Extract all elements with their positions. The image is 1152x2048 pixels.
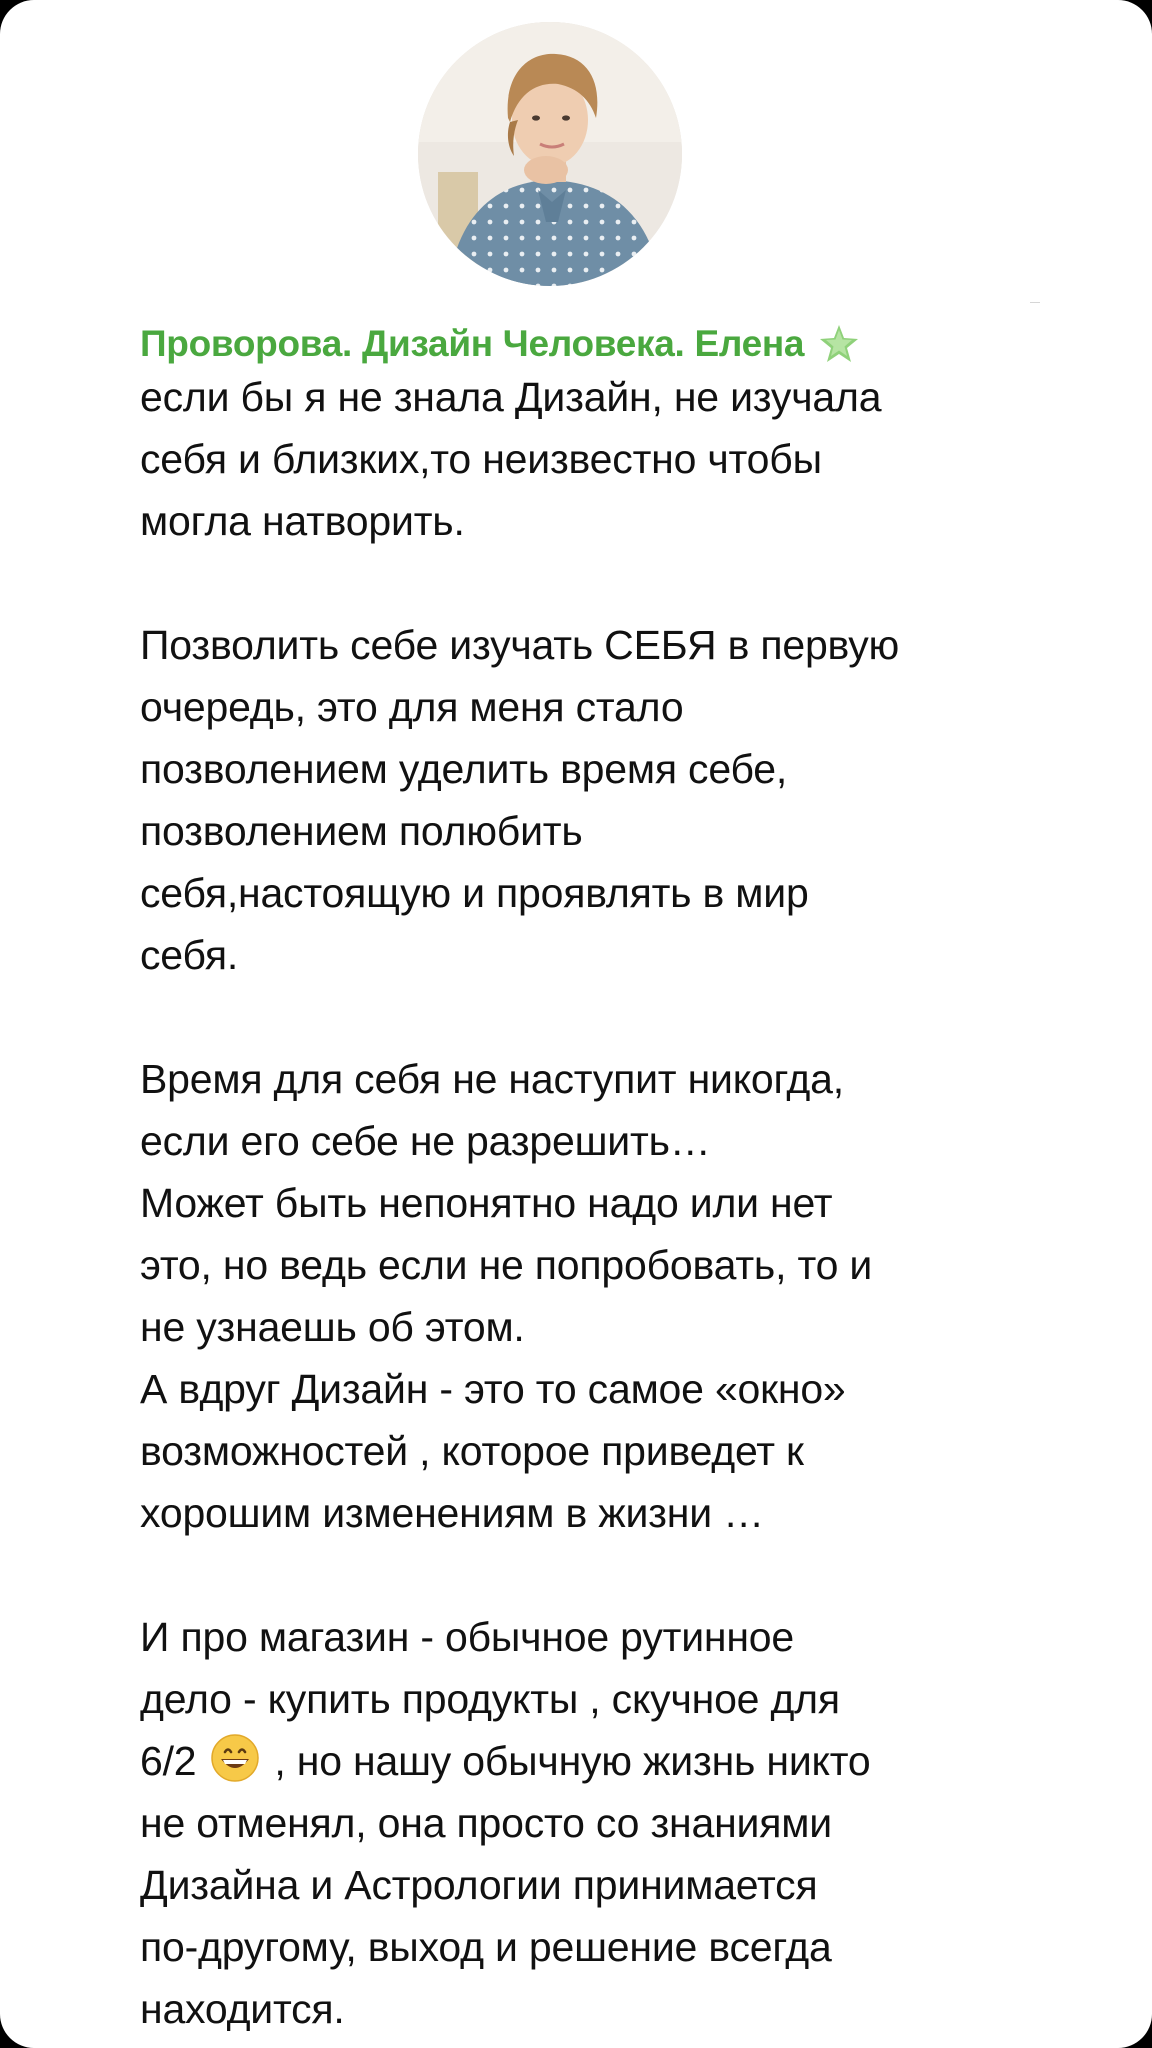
paragraph-gap: [140, 986, 1040, 1048]
message-bubble: [140, 318, 1040, 2040]
message-line: Дизайна и Астрологии принимается: [140, 1862, 818, 1908]
message-line: возможностей , которое приведет к: [140, 1428, 804, 1474]
message-line: очередь, это для меня стало: [140, 684, 684, 730]
message-line: себя.: [140, 932, 239, 978]
sender-avatar[interactable]: [418, 22, 682, 286]
paragraph-gap: [140, 1544, 1040, 1606]
message-line: себя,настоящую и проявлять в мир: [140, 870, 809, 916]
message-line: это, но ведь если не попробовать, то и: [140, 1242, 873, 1288]
message-line: находится.: [140, 1986, 345, 2032]
emoji-line-end: , но нашу обычную жизнь никто: [274, 1738, 871, 1784]
message-line: Может быть непонятно надо или нет: [140, 1180, 833, 1226]
sender-header[interactable]: [140, 318, 1040, 370]
message-line: Позволить себе изучать СЕБЯ в первую: [140, 622, 900, 668]
grinning-face-emoji-icon: [210, 1733, 260, 1783]
divider: [1030, 302, 1040, 303]
profile-photo-icon: [418, 22, 682, 286]
message-line: позволением полюбить: [140, 808, 583, 854]
message-line: если бы я не знала Дизайн, не изучала: [140, 374, 882, 420]
emoji-line-start: 6/2: [140, 1738, 197, 1784]
star-icon: [816, 321, 862, 367]
paragraph-gap: [140, 552, 1040, 614]
message-line: могла натворить.: [140, 498, 465, 544]
message-line: дело - купить продукты , скучное для: [140, 1676, 840, 1722]
message-line: не узнаешь об этом.: [140, 1304, 525, 1350]
message-line: позволением уделить время себе,: [140, 746, 788, 792]
message-line: Время для себя не наступит никогда,: [140, 1056, 844, 1102]
message-line: хорошим изменениям в жизни …: [140, 1490, 764, 1536]
sender-name[interactable]: Проворова. Дизайн Человека. Елена: [140, 323, 805, 364]
message-line: если его себе не разрешить…: [140, 1118, 711, 1164]
message-line: И про магазин - обычное рутинное: [140, 1614, 794, 1660]
message-line: по-другому, выход и решение всегда: [140, 1924, 832, 1970]
message-line: А вдруг Дизайн - это то самое «окно»: [140, 1366, 846, 1412]
message-line-with-emoji: [140, 1730, 1040, 1792]
message-line: не отменял, она просто со знаниями: [140, 1800, 832, 1846]
message-line: себя и близких,то неизвестно чтобы: [140, 436, 822, 482]
message-text: [140, 366, 1040, 2040]
